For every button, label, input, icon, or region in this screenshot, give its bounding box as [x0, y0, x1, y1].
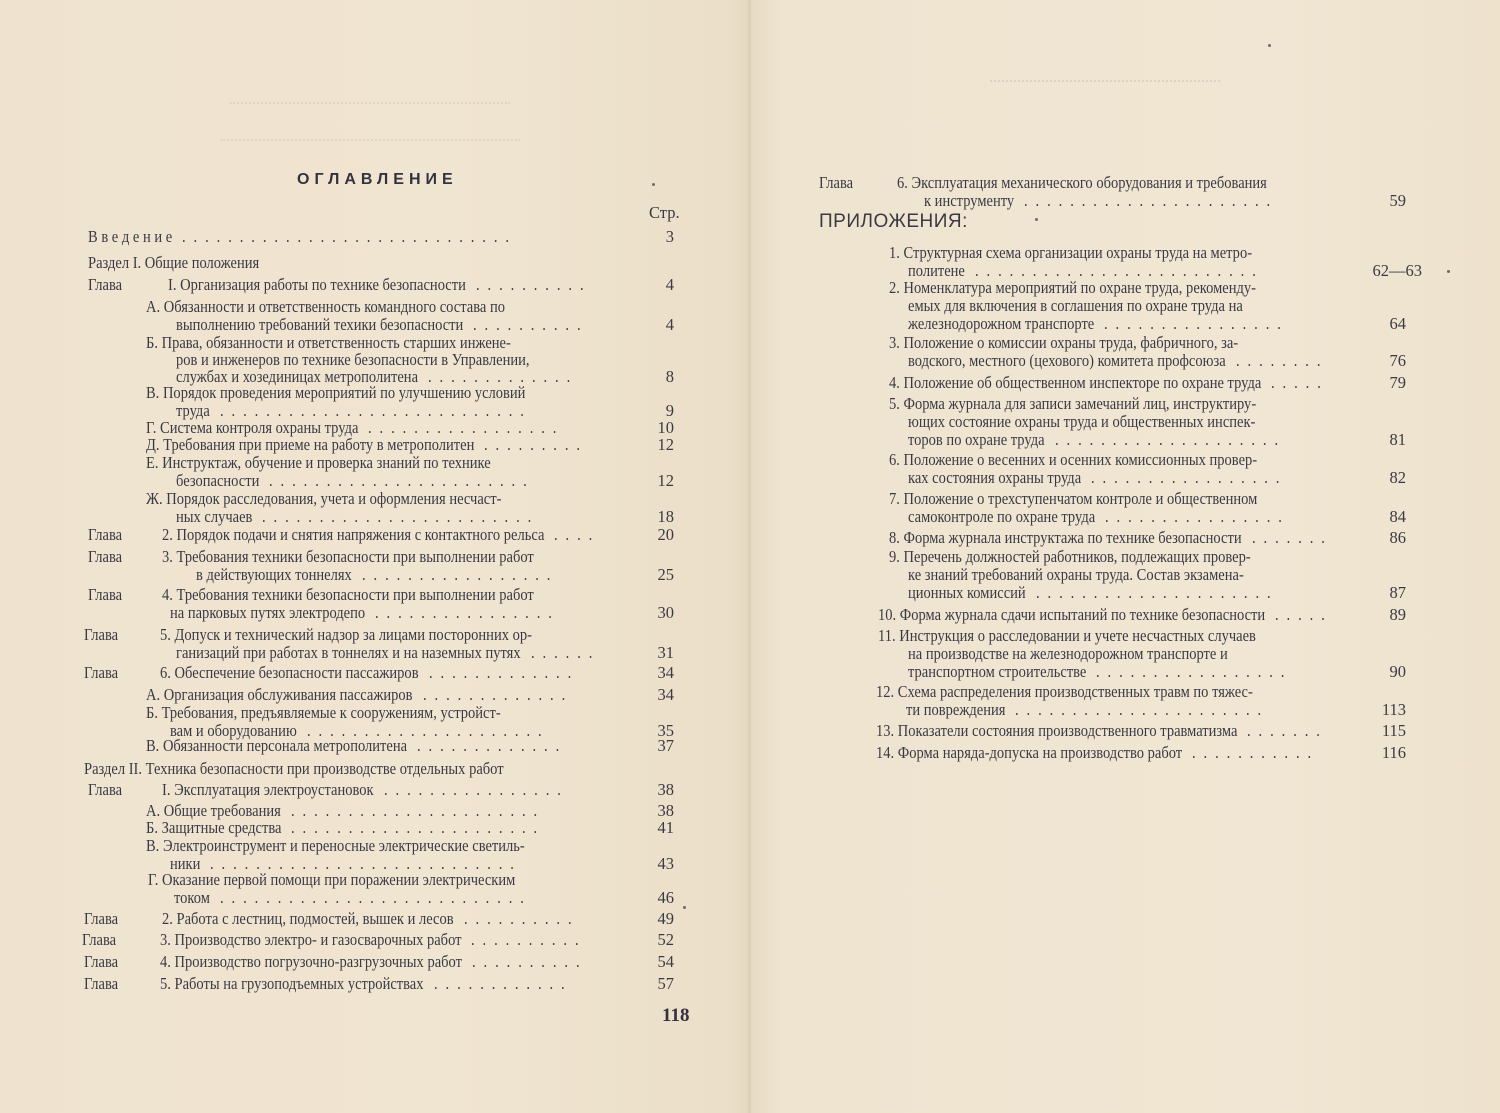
- entry-title-line: 3. Требования техники безопасности при выполнении работ: [162, 547, 534, 566]
- entry-page-number: 3: [665, 227, 674, 246]
- dot-leader: ........: [1235, 350, 1329, 370]
- entry-title-line: 11. Инструкция о расследовании и учете несчастных случаев: [878, 626, 1256, 645]
- entry-title-line: водского, местного (цехового) комитета профсоюза: [908, 350, 1226, 370]
- dot-leader: ...........................: [219, 400, 532, 420]
- entry-page-number: 35: [657, 720, 674, 740]
- show-through-decoration: [220, 125, 520, 141]
- entry-title-line: 6. Обеспечение безопасности пассажиров: [160, 663, 419, 682]
- entry-title-line: ники: [170, 853, 201, 873]
- entry-title-line: ционных комиссий: [908, 583, 1026, 602]
- chapter-prefix: Глава: [88, 585, 123, 604]
- entry-page-number: 9: [665, 400, 674, 420]
- entry-title-line: выполнению требований техики безопасности: [176, 314, 464, 334]
- entry-page-number: 38: [657, 780, 674, 799]
- page-column-label: Стр.: [649, 203, 680, 222]
- paper-speck: [1447, 270, 1450, 273]
- entry-title-line: В. Электроинструмент и переносные электрические светиль-: [146, 836, 525, 855]
- dot-leader: ..........: [471, 930, 587, 949]
- entry-page-number: 84: [1389, 506, 1406, 526]
- entry-title-line: I. Организация работы по технике безопасности: [168, 275, 466, 294]
- entry-page-number: 4: [665, 275, 674, 294]
- entry-title-line: к инструменту: [924, 190, 1015, 210]
- entry-title-line: 6. Положение о весенних и осенних комиссионных провер-: [889, 450, 1258, 469]
- entry-page-number: 62—63: [1372, 260, 1422, 280]
- entry-page-number: 79: [1389, 373, 1406, 392]
- dot-leader: .............: [422, 685, 573, 704]
- entry-title-line: 2. Порядок подачи и снятия напряжения с контактного рельса: [162, 525, 545, 544]
- entry-page-number: 76: [1389, 350, 1406, 370]
- dot-leader: .................: [368, 418, 565, 437]
- entry-title-line: безопасности: [176, 470, 260, 490]
- entry-title-line: 5. Работы на грузоподъемных устройствах: [160, 974, 424, 993]
- entry-title-line: ках состояния охраны труда: [908, 467, 1082, 487]
- entry-title-line: 4. Требования техники безопасности при выполнении работ: [162, 585, 534, 604]
- entry-title-line: торов по охране труда: [908, 430, 1045, 449]
- chapter-prefix: Глава: [88, 525, 123, 544]
- entry-page-number: 54: [657, 952, 674, 971]
- dot-leader: .................: [1096, 662, 1293, 681]
- chapter-prefix: Глава: [819, 173, 854, 192]
- entry-page-number: 46: [657, 887, 674, 907]
- dot-leader: .......................: [269, 470, 535, 490]
- dot-leader: ............: [433, 974, 573, 993]
- entry-title-line: 2. Работа с лестниц, подмостей, вышек и лесов: [162, 909, 454, 928]
- dot-leader: ...........................: [219, 887, 532, 907]
- entry-title-line: 4. Положение об общественном инспекторе по охране труда: [889, 373, 1262, 392]
- chapter-prefix: Глава: [84, 952, 119, 971]
- dot-leader: .......: [1247, 721, 1329, 740]
- entry-title-line: 4. Производство погрузочно-разгрузочных работ: [160, 952, 462, 971]
- entry-page-number: 115: [1381, 721, 1406, 740]
- show-through-decoration: [230, 88, 510, 104]
- dot-leader: ....................: [1054, 430, 1286, 449]
- entry-title-line: 3. Производство электро- и газосварочных работ: [160, 930, 462, 949]
- entry-page-number: 43: [657, 853, 674, 873]
- dot-leader: ....: [554, 525, 601, 544]
- entry-title-line: Г. Система контроля охраны труда: [146, 418, 359, 437]
- dot-leader: ................: [1105, 506, 1290, 526]
- show-through-decoration: [990, 70, 1220, 82]
- entry-title-line: 1. Структурная схема организации охраны труда на метро-: [889, 243, 1253, 262]
- entry-page-number: 41: [657, 818, 674, 837]
- entry-page-number: 34: [657, 663, 674, 682]
- entry-title-line: В. Обязанности персонала метрополитена: [146, 736, 408, 755]
- dot-leader: ......................: [1024, 190, 1279, 210]
- page-number-folio: 118: [662, 1005, 690, 1026]
- dot-leader: ......................: [291, 818, 546, 837]
- entry-title-line: 5. Допуск и технический надзор за лицами посторонних ор-: [160, 625, 532, 644]
- entry-page-number: 90: [1389, 662, 1406, 681]
- entry-title-line: 14. Форма наряда-допуска на производство работ: [876, 743, 1183, 762]
- dot-leader: .............: [428, 367, 579, 386]
- dot-leader: ...........................: [210, 853, 523, 873]
- dot-leader: .....: [1275, 605, 1333, 624]
- dot-leader: ......: [530, 642, 600, 662]
- entry-page-number: 57: [657, 974, 674, 993]
- dot-leader: ................: [1104, 314, 1290, 333]
- entry-page-number: 86: [1389, 528, 1406, 547]
- entry-page-number: 25: [657, 564, 674, 584]
- entry-page-number: 31: [657, 642, 674, 662]
- chapter-prefix: Глава: [84, 663, 119, 682]
- chapter-prefix: Глава: [84, 909, 119, 928]
- entry-title-line: Раздел I. Общие положения: [88, 253, 260, 272]
- entry-title-line: 6. Эксплуатация механического оборудования и требования: [897, 173, 1267, 192]
- entry-title-line: 3. Положение о комиссии охраны труда, фабричного, за-: [889, 333, 1239, 352]
- entry-title-line: самоконтроле по охране труда: [908, 506, 1096, 526]
- entry-page-number: 10: [657, 418, 674, 437]
- dot-leader: .........................: [974, 260, 1264, 280]
- dot-leader: .....................: [306, 720, 550, 740]
- dot-leader: ...........: [1192, 743, 1320, 762]
- entry-page-number: 116: [1381, 743, 1406, 762]
- entry-title-line: ющих состояние охраны труда и общественных инспек-: [908, 412, 1256, 431]
- dot-leader: .................: [361, 564, 559, 584]
- dot-leader: ................: [375, 602, 560, 622]
- entry-page-number: 8: [665, 367, 674, 386]
- dot-leader: ..........: [463, 909, 580, 928]
- entry-page-number: 30: [657, 602, 674, 622]
- entry-page-number: 37: [657, 736, 674, 755]
- entry-title-line: 10. Форма журнала сдачи испытаний по технике безопасности: [878, 605, 1266, 624]
- entry-page-number: 20: [657, 525, 674, 544]
- entry-title-line: железнодорожном транспорте: [908, 314, 1095, 333]
- entry-title-line: ти повреждения: [906, 699, 1006, 719]
- entry-page-number: 18: [657, 506, 674, 526]
- entry-title-line: 9. Перечень должностей работников, подлежащих провер-: [889, 547, 1251, 566]
- chapter-prefix: Глава: [84, 974, 119, 993]
- entry-page-number: 113: [1381, 699, 1406, 719]
- entry-title-line: А. Обязанности и ответственность командного состава по: [146, 297, 505, 316]
- paper-speck: [683, 906, 686, 909]
- entry-title-line: ке знаний требований охраны труда. Состав экзамена-: [908, 565, 1244, 584]
- chapter-prefix: Глава: [88, 547, 123, 566]
- dot-leader: ..........: [471, 952, 588, 971]
- paper-speck: [1035, 218, 1038, 221]
- entry-page-number: 12: [657, 470, 674, 490]
- dot-leader: .............: [417, 736, 568, 755]
- entry-title-line: Ж. Порядок расследования, учета и оформления несчаст-: [146, 489, 502, 508]
- dot-leader: ..........: [475, 275, 592, 294]
- entry-page-number: 87: [1389, 583, 1406, 602]
- dot-leader: .......: [1251, 528, 1333, 547]
- entry-page-number: 89: [1389, 605, 1406, 624]
- entry-title-line: 5. Форма журнала для записи замечаний лиц, инструктиру-: [889, 394, 1257, 413]
- dot-leader: ..........: [473, 314, 589, 334]
- chapter-prefix: Глава: [82, 930, 117, 949]
- entry-page-number: 64: [1389, 314, 1406, 333]
- entry-title-line: Б. Требования, предъявляемые к сооружениям, устройст-: [146, 703, 501, 722]
- entry-title-line: транспортном строительстве: [908, 662, 1087, 681]
- entry-page-number: 52: [657, 930, 674, 949]
- entry-page-number: 4: [665, 314, 674, 334]
- paper-speck: [652, 183, 655, 186]
- entry-title-line: ных случаев: [176, 506, 253, 526]
- entry-title-line: политене: [908, 260, 965, 280]
- entry-title-line: 8. Форма журнала инструктажа по технике безопасности: [889, 528, 1242, 547]
- entry-title-line: Раздел II. Техника безопасности при производстве отдельных работ: [84, 759, 504, 778]
- entry-title-line: В. Порядок проведения мероприятий по улучшению условий: [146, 383, 526, 402]
- dot-leader: ......................: [1015, 699, 1270, 719]
- entry-page-number: 81: [1389, 430, 1406, 449]
- entry-title-line: в действующих тоннелях: [196, 564, 352, 584]
- dot-leader: .....................: [1035, 583, 1279, 602]
- entry-title-line: 12. Схема распределения производственных травм по тяжес-: [876, 682, 1253, 701]
- entry-page-number: 82: [1389, 467, 1406, 487]
- appendices-heading: ПРИЛОЖЕНИЯ:: [819, 211, 968, 232]
- entry-title-line: службах и хозединицах метрополитена: [176, 367, 419, 386]
- entry-title-line: Б. Права, обязанности и ответственность старших инжене-: [146, 333, 511, 352]
- entry-page-number: 38: [657, 801, 674, 820]
- dot-leader: ................: [383, 780, 569, 799]
- chapter-prefix: Глава: [88, 275, 123, 294]
- dot-leader: .................: [1091, 467, 1288, 487]
- chapter-prefix: Глава: [88, 780, 123, 799]
- entry-title-line: емых для включения в соглашения по охране труда на: [908, 296, 1243, 315]
- entry-title-line: вам и оборудованию: [170, 720, 297, 740]
- entry-title-line: током: [174, 887, 210, 907]
- entry-title-line: I. Эксплуатация электроустановок: [162, 780, 374, 799]
- entry-page-number: 34: [657, 685, 674, 704]
- dot-leader: .............................: [182, 227, 518, 246]
- entry-title-line: на производстве на железнодорожном транспорте и: [908, 644, 1228, 663]
- entry-title-line: ганизаций при работах в тоннелях и на наземных путях: [176, 642, 521, 662]
- entry-title-line: Е. Инструктаж, обучение и проверка знаний по технике: [146, 453, 491, 472]
- entry-page-number: 12: [657, 435, 674, 454]
- book-gutter: [748, 0, 751, 1113]
- dot-leader: .............: [428, 663, 579, 682]
- dot-leader: ........................: [262, 506, 540, 526]
- entry-title-line: ров и инженеров по технике безопасности в Управлении,: [176, 350, 530, 369]
- entry-title-line: 13. Показатели состояния производственного травматизма: [876, 721, 1238, 740]
- entry-title-line: А. Организация обслуживания пассажиров: [146, 685, 413, 704]
- chapter-prefix: Глава: [84, 625, 119, 644]
- entry-title-line: А. Общие требования: [146, 801, 281, 820]
- dot-leader: .....: [1271, 373, 1330, 392]
- entry-page-number: 49: [657, 909, 674, 928]
- entry-title-line: В в е д е н и е: [88, 227, 173, 246]
- entry-title-line: 7. Положение о трехступенчатом контроле и общественном: [889, 489, 1258, 508]
- entry-title-line: 2. Номенклатура мероприятий по охране труда, рекоменду-: [889, 278, 1256, 297]
- entry-title-line: на парковых путях электродепо: [170, 602, 366, 622]
- toc-heading: ОГЛАВЛЕНИЕ: [297, 171, 458, 188]
- entry-title-line: Д. Требования при приеме на работу в метрополитен: [146, 435, 475, 454]
- dot-leader: ......................: [290, 801, 545, 820]
- entry-title-line: Б. Защитные средства: [146, 818, 282, 837]
- dot-leader: .........: [484, 435, 589, 454]
- entry-page-number: 59: [1389, 190, 1406, 210]
- paper-speck: [1268, 44, 1271, 47]
- entry-title-line: труда: [176, 400, 210, 420]
- entry-title-line: Г. Оказание первой помощи при поражении электрическим: [148, 870, 516, 889]
